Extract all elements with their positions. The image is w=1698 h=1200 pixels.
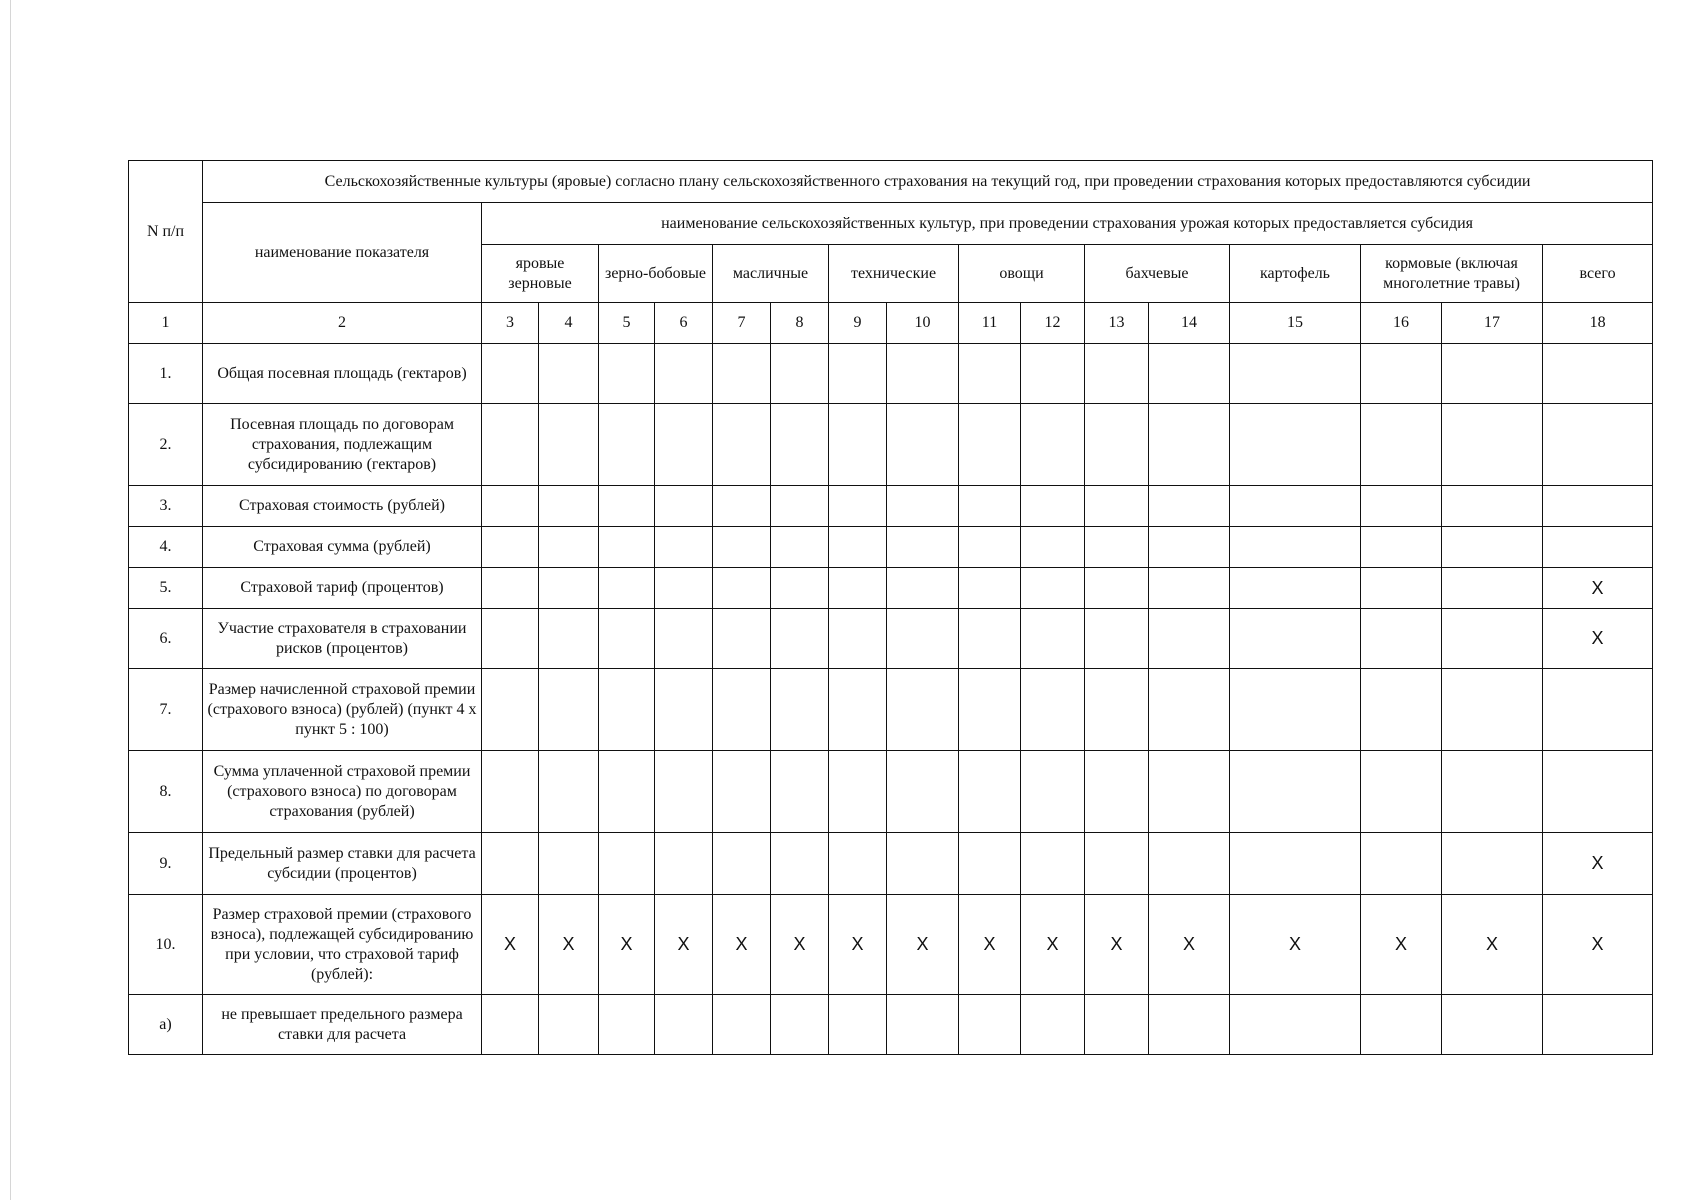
value-cell[interactable] (713, 669, 771, 751)
value-cell[interactable] (655, 568, 713, 609)
value-cell[interactable] (1085, 527, 1149, 568)
not-applicable-mark: X (1021, 895, 1085, 995)
value-cell[interactable] (1230, 527, 1361, 568)
value-cell[interactable] (771, 568, 829, 609)
value-cell[interactable] (539, 995, 599, 1055)
value-cell[interactable] (539, 404, 599, 486)
crop-header-vegetables: овощи (959, 245, 1085, 303)
row-number: 7. (129, 669, 203, 751)
value-cell[interactable] (1543, 404, 1653, 486)
value-cell[interactable] (1085, 669, 1149, 751)
value-cell[interactable] (599, 995, 655, 1055)
value-cell[interactable] (713, 486, 771, 527)
column-number-cell: 3 (482, 303, 539, 344)
value-cell[interactable] (1021, 486, 1085, 527)
row-label: не превышает предельного размера ставки для расчета (203, 995, 482, 1055)
value-cell[interactable] (539, 344, 599, 404)
value-cell[interactable] (1149, 527, 1230, 568)
value-cell[interactable] (1442, 486, 1543, 527)
value-cell[interactable] (1149, 486, 1230, 527)
not-applicable-mark: X (1442, 895, 1543, 995)
column-number-cell: 17 (1442, 303, 1543, 344)
value-cell[interactable] (539, 609, 599, 669)
row-label: Страховая стоимость (рублей) (203, 486, 482, 527)
value-cell[interactable] (959, 669, 1021, 751)
row-number: 2. (129, 404, 203, 486)
value-cell[interactable] (959, 527, 1021, 568)
row-number: 9. (129, 833, 203, 895)
value-cell[interactable] (1021, 609, 1085, 669)
value-cell[interactable] (829, 833, 887, 895)
value-cell[interactable] (1149, 669, 1230, 751)
value-cell[interactable] (1085, 486, 1149, 527)
value-cell[interactable] (1361, 486, 1442, 527)
value-cell[interactable] (482, 995, 539, 1055)
crops-group-header: наименование сельскохозяйственных культур, при проведении страхования урожая которых предоставляется субсидия (482, 203, 1653, 245)
value-cell[interactable] (1021, 404, 1085, 486)
column-number-cell: 13 (1085, 303, 1149, 344)
value-cell[interactable] (482, 751, 539, 833)
column-number-cell: 5 (599, 303, 655, 344)
value-cell[interactable] (1021, 751, 1085, 833)
not-applicable-mark: X (887, 895, 959, 995)
value-cell[interactable] (655, 486, 713, 527)
not-applicable-mark: X (1543, 833, 1653, 895)
value-cell[interactable] (1543, 527, 1653, 568)
not-applicable-mark: X (482, 895, 539, 995)
column-number-cell: 11 (959, 303, 1021, 344)
value-cell[interactable] (887, 486, 959, 527)
column-number-cell: 15 (1230, 303, 1361, 344)
column-number-row (129, 303, 1653, 344)
value-cell[interactable] (1085, 609, 1149, 669)
column-number-cell: 7 (713, 303, 771, 344)
value-cell[interactable] (771, 404, 829, 486)
value-cell[interactable] (1361, 568, 1442, 609)
value-cell[interactable] (1442, 609, 1543, 669)
value-cell[interactable] (1021, 669, 1085, 751)
row-number: 3. (129, 486, 203, 527)
value-cell[interactable] (771, 669, 829, 751)
column-number-cell: 8 (771, 303, 829, 344)
not-applicable-mark: X (599, 895, 655, 995)
not-applicable-mark: X (959, 895, 1021, 995)
value-cell[interactable] (539, 527, 599, 568)
value-cell[interactable] (1361, 669, 1442, 751)
value-cell[interactable] (1021, 568, 1085, 609)
value-cell[interactable] (1149, 833, 1230, 895)
value-cell[interactable] (713, 833, 771, 895)
value-cell[interactable] (655, 751, 713, 833)
table-row (129, 751, 1653, 833)
value-cell[interactable] (482, 609, 539, 669)
value-cell[interactable] (1085, 404, 1149, 486)
value-cell[interactable] (482, 344, 539, 404)
value-cell[interactable] (1230, 568, 1361, 609)
column-number-cell: 10 (887, 303, 959, 344)
value-cell[interactable] (599, 344, 655, 404)
value-cell[interactable] (1361, 527, 1442, 568)
row-label: Посевная площадь по договорам страхования, подлежащим субсидированию (гектаров) (203, 404, 482, 486)
not-applicable-mark: X (1543, 568, 1653, 609)
value-cell[interactable] (1021, 995, 1085, 1055)
crop-header-grain-legumes: зерно-бобовые (599, 245, 713, 303)
not-applicable-mark: X (1085, 895, 1149, 995)
value-cell[interactable] (1021, 344, 1085, 404)
row-number: 10. (129, 895, 203, 995)
value-cell[interactable] (959, 404, 1021, 486)
value-cell[interactable] (713, 568, 771, 609)
value-cell[interactable] (1021, 833, 1085, 895)
value-cell[interactable] (1442, 995, 1543, 1055)
value-cell[interactable] (482, 486, 539, 527)
value-cell[interactable] (599, 486, 655, 527)
row-label: Предельный размер ставки для расчета субсидии (процентов) (203, 833, 482, 895)
value-cell[interactable] (771, 344, 829, 404)
column-number-cell: 16 (1361, 303, 1442, 344)
value-cell[interactable] (482, 404, 539, 486)
value-cell[interactable] (1230, 833, 1361, 895)
value-cell[interactable] (959, 995, 1021, 1055)
not-applicable-mark: X (1543, 609, 1653, 669)
value-cell[interactable] (655, 527, 713, 568)
value-cell[interactable] (655, 404, 713, 486)
row-number: 8. (129, 751, 203, 833)
column-number-cell: 12 (1021, 303, 1085, 344)
value-cell[interactable] (713, 751, 771, 833)
value-cell[interactable] (771, 486, 829, 527)
value-cell[interactable] (1149, 609, 1230, 669)
value-cell[interactable] (1442, 833, 1543, 895)
crop-header-total: всего (1543, 245, 1653, 303)
value-cell[interactable] (1230, 486, 1361, 527)
scan-edge-line (10, 0, 11, 1200)
value-cell[interactable] (771, 751, 829, 833)
value-cell[interactable] (1442, 404, 1543, 486)
value-cell[interactable] (713, 995, 771, 1055)
value-cell[interactable] (1543, 344, 1653, 404)
value-cell[interactable] (1361, 995, 1442, 1055)
value-cell[interactable] (482, 568, 539, 609)
subsidy-form-table (128, 160, 1653, 1055)
table-row (129, 833, 1653, 895)
value-cell[interactable] (1361, 404, 1442, 486)
indicator-column-header: наименование показателя (203, 203, 482, 303)
value-cell[interactable] (1085, 833, 1149, 895)
value-cell[interactable] (599, 751, 655, 833)
value-cell[interactable] (829, 669, 887, 751)
value-cell[interactable] (959, 486, 1021, 527)
table-row (129, 669, 1653, 751)
value-cell[interactable] (1230, 669, 1361, 751)
table-row (129, 404, 1653, 486)
row-number: 1. (129, 344, 203, 404)
value-cell[interactable] (959, 833, 1021, 895)
value-cell[interactable] (829, 995, 887, 1055)
value-cell[interactable] (539, 669, 599, 751)
value-cell[interactable] (1149, 568, 1230, 609)
value-cell[interactable] (1543, 751, 1653, 833)
not-applicable-mark: X (829, 895, 887, 995)
value-cell[interactable] (1361, 833, 1442, 895)
value-cell[interactable] (959, 568, 1021, 609)
value-cell[interactable] (1149, 404, 1230, 486)
row-number: 4. (129, 527, 203, 568)
value-cell[interactable] (599, 609, 655, 669)
value-cell[interactable] (599, 404, 655, 486)
value-cell[interactable] (1021, 527, 1085, 568)
column-number-cell: 14 (1149, 303, 1230, 344)
column-number-cell: 1 (129, 303, 203, 344)
row-label: Размер страховой премии (страхового взноса), подлежащей субсидированию при условии, что страховой тариф (рублей): (203, 895, 482, 995)
value-cell[interactable] (1085, 568, 1149, 609)
value-cell[interactable] (829, 568, 887, 609)
value-cell[interactable] (1149, 995, 1230, 1055)
row-label: Общая посевная площадь (гектаров) (203, 344, 482, 404)
value-cell[interactable] (539, 751, 599, 833)
header-row-2 (129, 203, 1653, 245)
value-cell[interactable] (829, 527, 887, 568)
value-cell[interactable] (655, 344, 713, 404)
value-cell[interactable] (1149, 344, 1230, 404)
table-row (129, 609, 1653, 669)
value-cell[interactable] (713, 344, 771, 404)
value-cell[interactable] (887, 344, 959, 404)
value-cell[interactable] (829, 404, 887, 486)
not-applicable-mark: X (1543, 895, 1653, 995)
value-cell[interactable] (829, 344, 887, 404)
value-cell[interactable] (1543, 669, 1653, 751)
value-cell[interactable] (771, 609, 829, 669)
value-cell[interactable] (887, 833, 959, 895)
value-cell[interactable] (1149, 751, 1230, 833)
not-applicable-mark: X (771, 895, 829, 995)
value-cell[interactable] (829, 486, 887, 527)
value-cell[interactable] (713, 527, 771, 568)
value-cell[interactable] (599, 833, 655, 895)
row-number: а) (129, 995, 203, 1055)
not-applicable-mark: X (1149, 895, 1230, 995)
table-row (129, 895, 1653, 995)
value-cell[interactable] (482, 669, 539, 751)
value-cell[interactable] (887, 609, 959, 669)
table-row (129, 995, 1653, 1055)
crop-header-industrial: технические (829, 245, 959, 303)
column-number-cell: 4 (539, 303, 599, 344)
crop-header-oilseed: масличные (713, 245, 829, 303)
value-cell[interactable] (1543, 486, 1653, 527)
value-cell[interactable] (1442, 669, 1543, 751)
value-cell[interactable] (599, 568, 655, 609)
value-cell[interactable] (887, 527, 959, 568)
row-label: Страховой тариф (процентов) (203, 568, 482, 609)
value-cell[interactable] (713, 404, 771, 486)
value-cell[interactable] (713, 609, 771, 669)
value-cell[interactable] (1230, 751, 1361, 833)
value-cell[interactable] (599, 527, 655, 568)
value-cell[interactable] (1085, 751, 1149, 833)
value-cell[interactable] (1361, 609, 1442, 669)
value-cell[interactable] (1230, 404, 1361, 486)
value-cell[interactable] (655, 669, 713, 751)
value-cell[interactable] (959, 609, 1021, 669)
not-applicable-mark: X (655, 895, 713, 995)
value-cell[interactable] (1361, 751, 1442, 833)
value-cell[interactable] (959, 751, 1021, 833)
crop-header-potato: картофель (1230, 245, 1361, 303)
value-cell[interactable] (771, 995, 829, 1055)
value-cell[interactable] (771, 833, 829, 895)
value-cell[interactable] (655, 833, 713, 895)
crop-header-spring-grain: яровые зерновые (482, 245, 599, 303)
value-cell[interactable] (482, 833, 539, 895)
column-number-cell: 9 (829, 303, 887, 344)
value-cell[interactable] (655, 995, 713, 1055)
row-label: Страховая сумма (рублей) (203, 527, 482, 568)
value-cell[interactable] (887, 404, 959, 486)
not-applicable-mark: X (1230, 895, 1361, 995)
not-applicable-mark: X (713, 895, 771, 995)
row-number: 5. (129, 568, 203, 609)
row-label: Сумма уплаченной страховой премии (страхового взноса) по договорам страхования (рублей) (203, 751, 482, 833)
value-cell[interactable] (539, 568, 599, 609)
column-number-cell: 18 (1543, 303, 1653, 344)
value-cell[interactable] (887, 995, 959, 1055)
value-cell[interactable] (829, 751, 887, 833)
value-cell[interactable] (1442, 527, 1543, 568)
column-number-cell: 6 (655, 303, 713, 344)
value-cell[interactable] (959, 344, 1021, 404)
value-cell[interactable] (1361, 344, 1442, 404)
value-cell[interactable] (1230, 609, 1361, 669)
table-row (129, 344, 1653, 404)
value-cell[interactable] (482, 527, 539, 568)
value-cell[interactable] (1442, 344, 1543, 404)
value-cell[interactable] (655, 609, 713, 669)
table-title: Сельскохозяйственные культуры (яровые) согласно плану сельскохозяйственного страхования на текущий год, при проведении страхования которых предоставляются субсидии (203, 161, 1653, 203)
value-cell[interactable] (887, 751, 959, 833)
value-cell[interactable] (1442, 568, 1543, 609)
table-row (129, 486, 1653, 527)
not-applicable-mark: X (539, 895, 599, 995)
column-number-cell: 2 (203, 303, 482, 344)
value-cell[interactable] (1442, 751, 1543, 833)
row-label: Участие страхователя в страховании рисков (процентов) (203, 609, 482, 669)
table-row (129, 527, 1653, 568)
table-row (129, 568, 1653, 609)
crop-header-melons: бахчевые (1085, 245, 1230, 303)
num-column-header: N п/п (129, 161, 203, 303)
value-cell[interactable] (771, 527, 829, 568)
row-label: Размер начисленной страховой премии (страхового взноса) (рублей) (пункт 4 x пункт 5 : 100) (203, 669, 482, 751)
value-cell[interactable] (887, 669, 959, 751)
value-cell[interactable] (1230, 995, 1361, 1055)
value-cell[interactable] (1543, 995, 1653, 1055)
header-row-1 (129, 161, 1653, 203)
value-cell[interactable] (887, 568, 959, 609)
value-cell[interactable] (1085, 344, 1149, 404)
value-cell[interactable] (599, 669, 655, 751)
value-cell[interactable] (539, 833, 599, 895)
crop-header-forage: кормовые (включая многолетние травы) (1361, 245, 1543, 303)
not-applicable-mark: X (1361, 895, 1442, 995)
document-sheet (128, 160, 1653, 1055)
value-cell[interactable] (1230, 344, 1361, 404)
value-cell[interactable] (829, 609, 887, 669)
row-number: 6. (129, 609, 203, 669)
value-cell[interactable] (1085, 995, 1149, 1055)
value-cell[interactable] (539, 486, 599, 527)
